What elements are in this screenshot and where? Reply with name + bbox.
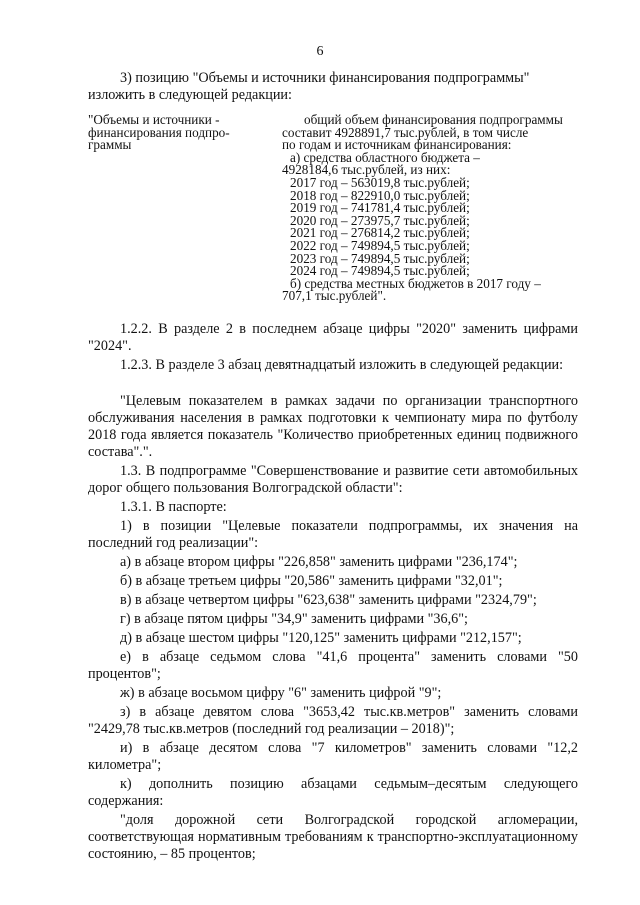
item-e — [88, 649, 578, 683]
table-right-cell — [282, 114, 578, 303]
paragraph-text: з) в абзаце девятом слова "3653,42 тыс.кв.метров" заменить словами "2429,78 тыс.кв.метров (последний год реализации – 2018)"; — [88, 704, 578, 737]
paragraph-text: а) в абзаце втором цифры "226,858" заменить цифрами "236,174"; — [120, 554, 518, 570]
paragraph-text: ж) в абзаце восьмом цифру "6" заменить цифрой "9"; — [120, 685, 442, 701]
paragraph-text: 1.3.1. В паспорте: — [120, 499, 227, 515]
paragraph-text: 1.2.3. В разделе 3 абзац девятнадцатый изложить в следующей редакции: — [120, 357, 564, 373]
item-zh — [88, 685, 578, 702]
paragraph-text: и) в абзаце десятом слова "7 километров" заменить словами "12,2 километра"; — [88, 740, 578, 773]
funding-line: по годам и источникам финансирования: — [282, 137, 512, 153]
item-a — [88, 554, 578, 571]
quote-paragraph-1 — [88, 393, 578, 461]
paragraph-text: г) в абзаце пятом цифры "34,9" заменить цифрами "36,6"; — [120, 611, 468, 627]
item-1 — [88, 518, 578, 552]
paragraph-1-2-2 — [88, 321, 578, 355]
item-i — [88, 740, 578, 774]
paragraph-text: д) в абзаце шестом цифры "120,125" заменить цифрами "212,157"; — [120, 630, 522, 646]
item-k — [88, 776, 578, 810]
item-b — [88, 573, 578, 590]
paragraph-text: "доля дорожной сети Волгоградской городской агломерации, соответствующая нормативным требованиям к транспортно-эксплуатационному состоянию, – 85 процентов; — [88, 812, 578, 862]
year-line: 2019 год – 741781,4 тыс.рублей; — [290, 200, 470, 216]
intro-line-1: 3) позицию "Объемы и источники финансирования подпрограммы" — [120, 70, 530, 86]
funding-line: составит 4928891,7 тыс.рублей, в том числе — [282, 124, 529, 140]
item-z — [88, 704, 578, 738]
table-left-line: "Объемы и источники - — [88, 112, 220, 127]
funding-line: 707,1 тыс.рублей". — [282, 288, 387, 304]
year-line: 2020 год – 273975,7 тыс.рублей; — [290, 212, 470, 228]
paragraph-text: 1.3. В подпрограмме "Совершенствование и развитие сети автомобильных дорог общего пользования Волгоградской области": — [88, 463, 578, 496]
year-line: 2021 год – 276814,2 тыс.рублей; — [290, 225, 470, 241]
year-line: 2024 год – 749894,5 тыс.рублей; — [290, 263, 470, 279]
table-left-cell — [88, 114, 263, 152]
paragraph-text: б) в абзаце третьем цифры "20,586" заменить цифрами "32,01"; — [120, 573, 503, 589]
item-g — [88, 611, 578, 628]
year-line: 2017 год – 563019,8 тыс.рублей; — [290, 174, 470, 190]
intro-paragraph — [88, 70, 578, 104]
item-v — [88, 592, 578, 609]
intro-line-2: изложить в следующей редакции: — [88, 87, 292, 103]
funding-line: 4928184,6 тыс.рублей, из них: — [282, 162, 451, 178]
paragraph-text: 1.2.2. В разделе 2 в последнем абзаце цифры "2020" заменить цифрами "2024". — [88, 321, 578, 354]
paragraph-text: 1) в позиции "Целевые показатели подпрограммы, их значения на последний год реализации": — [88, 518, 578, 551]
year-line: 2022 год – 749894,5 тыс.рублей; — [290, 237, 470, 253]
page-number: 6 — [316, 44, 324, 59]
table-left-line: граммы — [88, 137, 132, 153]
funding-line: а) средства областного бюджета – — [290, 149, 480, 165]
paragraph-1-3-1 — [88, 499, 578, 516]
year-line: 2023 год – 749894,5 тыс.рублей; — [290, 250, 470, 266]
item-d — [88, 630, 578, 647]
paragraph-1-2-3 — [88, 357, 578, 374]
year-line: 2018 год – 822910,0 тыс.рублей; — [290, 187, 470, 203]
funding-line: общий объем финансирования подпрограммы — [304, 112, 563, 127]
paragraph-text: к) дополнить позицию абзацами седьмым–десятым следующего содержания: — [88, 776, 578, 809]
table-left-line: финансирования подпро- — [88, 124, 230, 140]
paragraph-text: в) в абзаце четвертом цифры "623,638" заменить цифрами "2324,79"; — [120, 592, 537, 608]
paragraph-text: е) в абзаце седьмом слова "41,6 процента" заменить словами "50 процентов"; — [88, 649, 578, 682]
paragraph-text: "Целевым показателем в рамках задачи по организации транспортного обслуживания населения в рамках подготовки к чемпионату мира по футболу 2018 года является показатель "Количество приобретенных единиц подвижного состава".". — [88, 393, 578, 460]
funding-line: б) средства местных бюджетов в 2017 году – — [290, 275, 541, 291]
quote-paragraph-2 — [88, 812, 578, 863]
paragraph-1-3 — [88, 463, 578, 497]
